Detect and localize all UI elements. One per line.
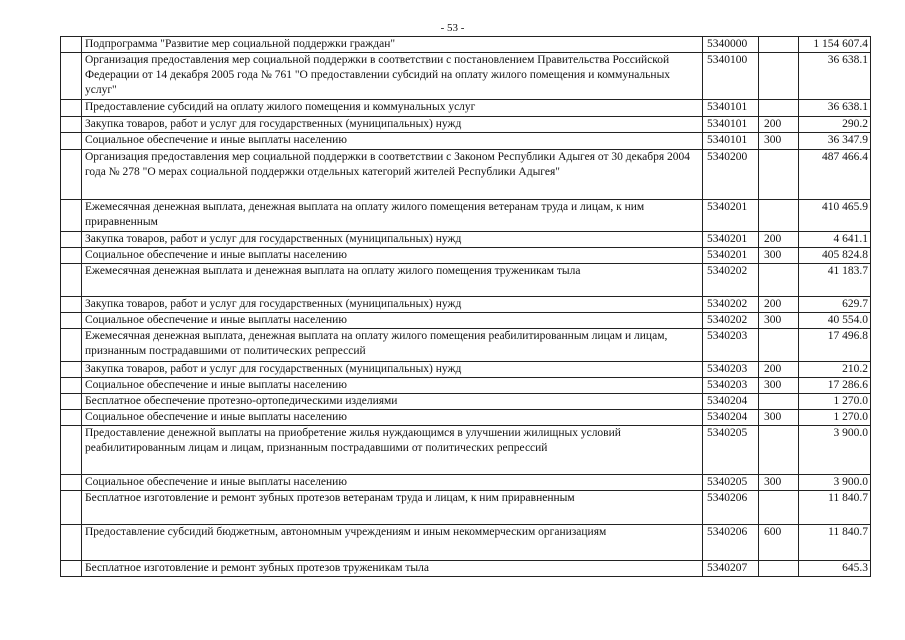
blank-cell xyxy=(61,426,82,475)
amount-cell: 410 465.9 xyxy=(799,200,871,232)
amount-cell: 17 496.8 xyxy=(799,329,871,362)
code-cell: 5340207 xyxy=(703,561,759,577)
blank-cell xyxy=(61,200,82,232)
expense-type-cell xyxy=(759,394,799,410)
description-cell: Социальное обеспечение и иные выплаты населению xyxy=(82,475,703,491)
description-cell: Социальное обеспечение и иные выплаты населению xyxy=(82,248,703,264)
table-row xyxy=(61,297,871,313)
blank-cell xyxy=(61,475,82,491)
code-cell: 5340203 xyxy=(703,329,759,362)
description-cell: Закупка товаров, работ и услуг для государственных (муниципальных) нужд xyxy=(82,297,703,313)
expense-type-cell: 200 xyxy=(759,362,799,378)
table-row xyxy=(61,248,871,264)
description-cell: Социальное обеспечение и иные выплаты населению xyxy=(82,410,703,426)
expense-type-cell xyxy=(759,426,799,475)
blank-cell xyxy=(61,313,82,329)
code-cell: 5340206 xyxy=(703,491,759,525)
table-row xyxy=(61,117,871,133)
code-cell: 5340201 xyxy=(703,248,759,264)
description-cell: Бесплатное обеспечение протезно-ортопедическими изделиями xyxy=(82,394,703,410)
description-cell: Бесплатное изготовление и ремонт зубных протезов труженикам тыла xyxy=(82,561,703,577)
table-row xyxy=(61,525,871,561)
table-row xyxy=(61,53,871,100)
description-cell: Ежемесячная денежная выплата и денежная выплата на оплату жилого помещения труженикам тыла xyxy=(82,264,703,297)
blank-cell xyxy=(61,232,82,248)
description-cell: Предоставление субсидий на оплату жилого помещения и коммунальных услуг xyxy=(82,100,703,117)
code-cell: 5340101 xyxy=(703,100,759,117)
code-cell: 5340202 xyxy=(703,313,759,329)
table-row xyxy=(61,37,871,53)
code-cell: 5340204 xyxy=(703,394,759,410)
expense-type-cell xyxy=(759,491,799,525)
table-row xyxy=(61,426,871,475)
blank-cell xyxy=(61,53,82,100)
table-row xyxy=(61,394,871,410)
amount-cell: 17 286.6 xyxy=(799,378,871,394)
amount-cell: 36 638.1 xyxy=(799,53,871,100)
code-cell: 5340100 xyxy=(703,53,759,100)
table-row xyxy=(61,232,871,248)
expense-type-cell: 300 xyxy=(759,475,799,491)
blank-cell xyxy=(61,248,82,264)
expense-type-cell: 300 xyxy=(759,248,799,264)
amount-cell: 290.2 xyxy=(799,117,871,133)
expense-type-cell: 200 xyxy=(759,117,799,133)
amount-cell: 36 347.9 xyxy=(799,133,871,150)
table-row xyxy=(61,491,871,525)
blank-cell xyxy=(61,117,82,133)
description-cell: Ежемесячная денежная выплата, денежная выплата на оплату жилого помещения реабилитированным лицам и лицам, признанным пострадавшими от политических репрессий xyxy=(82,329,703,362)
expense-type-cell xyxy=(759,100,799,117)
blank-cell xyxy=(61,491,82,525)
description-cell: Закупка товаров, работ и услуг для государственных (муниципальных) нужд xyxy=(82,117,703,133)
expense-type-cell: 300 xyxy=(759,313,799,329)
blank-cell xyxy=(61,37,82,53)
description-cell: Предоставление субсидий бюджетным, автономным учреждениям и иным некоммерческим организациям xyxy=(82,525,703,561)
amount-cell: 36 638.1 xyxy=(799,100,871,117)
table-row xyxy=(61,200,871,232)
amount-cell: 3 900.0 xyxy=(799,475,871,491)
description-cell: Предоставление денежной выплаты на приобретение жилья нуждающимся в улучшении жилищных условий реабилитированным лицам и лицам, признанным пострадавшими от политических репрессий xyxy=(82,426,703,475)
expense-type-cell: 200 xyxy=(759,232,799,248)
description-cell: Закупка товаров, работ и услуг для государственных (муниципальных) нужд xyxy=(82,232,703,248)
page-number: - 53 - xyxy=(440,22,465,34)
expense-type-cell xyxy=(759,561,799,577)
amount-cell: 629.7 xyxy=(799,297,871,313)
code-cell: 5340205 xyxy=(703,426,759,475)
blank-cell xyxy=(61,410,82,426)
expense-type-cell xyxy=(759,264,799,297)
description-cell: Организация предоставления мер социальной поддержки в соответствии с Законом Республики Адыгея от 30 декабря 2004 года № 278 "О мерах социальной поддержки отдельных категорий жителей Республики Адыгея" xyxy=(82,150,703,200)
code-cell: 5340201 xyxy=(703,232,759,248)
expense-type-cell: 200 xyxy=(759,297,799,313)
blank-cell xyxy=(61,394,82,410)
expense-type-cell xyxy=(759,37,799,53)
code-cell: 5340203 xyxy=(703,378,759,394)
budget-table xyxy=(60,36,871,577)
description-cell: Социальное обеспечение и иные выплаты населению xyxy=(82,313,703,329)
table-row xyxy=(61,378,871,394)
amount-cell: 645.3 xyxy=(799,561,871,577)
table-row xyxy=(61,475,871,491)
blank-cell xyxy=(61,264,82,297)
code-cell: 5340201 xyxy=(703,200,759,232)
blank-cell xyxy=(61,133,82,150)
expense-type-cell: 300 xyxy=(759,133,799,150)
description-cell: Организация предоставления мер социальной поддержки в соответствии с постановлением Правительства Российской Федерации от 14 декабря 2005 года № 761 "О предоставлении субсидий на оплату жилого помещения и коммунальных услуг" xyxy=(82,53,703,100)
table-row xyxy=(61,133,871,150)
expense-type-cell: 300 xyxy=(759,410,799,426)
amount-cell: 40 554.0 xyxy=(799,313,871,329)
table-row xyxy=(61,264,871,297)
code-cell: 5340202 xyxy=(703,297,759,313)
description-cell: Подпрограмма "Развитие мер социальной поддержки граждан" xyxy=(82,37,703,53)
table-row xyxy=(61,561,871,577)
amount-cell: 210.2 xyxy=(799,362,871,378)
blank-cell xyxy=(61,150,82,200)
amount-cell: 1 154 607.4 xyxy=(799,37,871,53)
expense-type-cell xyxy=(759,329,799,362)
blank-cell xyxy=(61,561,82,577)
description-cell: Ежемесячная денежная выплата, денежная выплата на оплату жилого помещения ветеранам труда и лицам, к ним приравненным xyxy=(82,200,703,232)
code-cell: 5340206 xyxy=(703,525,759,561)
table-row xyxy=(61,150,871,200)
amount-cell: 11 840.7 xyxy=(799,491,871,525)
blank-cell xyxy=(61,362,82,378)
table-row xyxy=(61,362,871,378)
amount-cell: 4 641.1 xyxy=(799,232,871,248)
table-row xyxy=(61,100,871,117)
table-row xyxy=(61,329,871,362)
code-cell: 5340205 xyxy=(703,475,759,491)
description-cell: Социальное обеспечение и иные выплаты населению xyxy=(82,378,703,394)
amount-cell: 1 270.0 xyxy=(799,410,871,426)
code-cell: 5340204 xyxy=(703,410,759,426)
amount-cell: 3 900.0 xyxy=(799,426,871,475)
table-row xyxy=(61,313,871,329)
amount-cell: 405 824.8 xyxy=(799,248,871,264)
description-cell: Бесплатное изготовление и ремонт зубных протезов ветеранам труда и лицам, к ним приравненным xyxy=(82,491,703,525)
expense-type-cell xyxy=(759,53,799,100)
code-cell: 5340101 xyxy=(703,117,759,133)
blank-cell xyxy=(61,297,82,313)
description-cell: Закупка товаров, работ и услуг для государственных (муниципальных) нужд xyxy=(82,362,703,378)
blank-cell xyxy=(61,329,82,362)
table-row xyxy=(61,410,871,426)
amount-cell: 41 183.7 xyxy=(799,264,871,297)
expense-type-cell xyxy=(759,150,799,200)
code-cell: 5340101 xyxy=(703,133,759,150)
code-cell: 5340202 xyxy=(703,264,759,297)
description-cell: Социальное обеспечение и иные выплаты населению xyxy=(82,133,703,150)
expense-type-cell: 600 xyxy=(759,525,799,561)
code-cell: 5340200 xyxy=(703,150,759,200)
code-cell: 5340000 xyxy=(703,37,759,53)
code-cell: 5340203 xyxy=(703,362,759,378)
blank-cell xyxy=(61,100,82,117)
amount-cell: 1 270.0 xyxy=(799,394,871,410)
expense-type-cell xyxy=(759,200,799,232)
budget-table-body xyxy=(61,37,871,577)
blank-cell xyxy=(61,378,82,394)
amount-cell: 11 840.7 xyxy=(799,525,871,561)
amount-cell: 487 466.4 xyxy=(799,150,871,200)
blank-cell xyxy=(61,525,82,561)
expense-type-cell: 300 xyxy=(759,378,799,394)
